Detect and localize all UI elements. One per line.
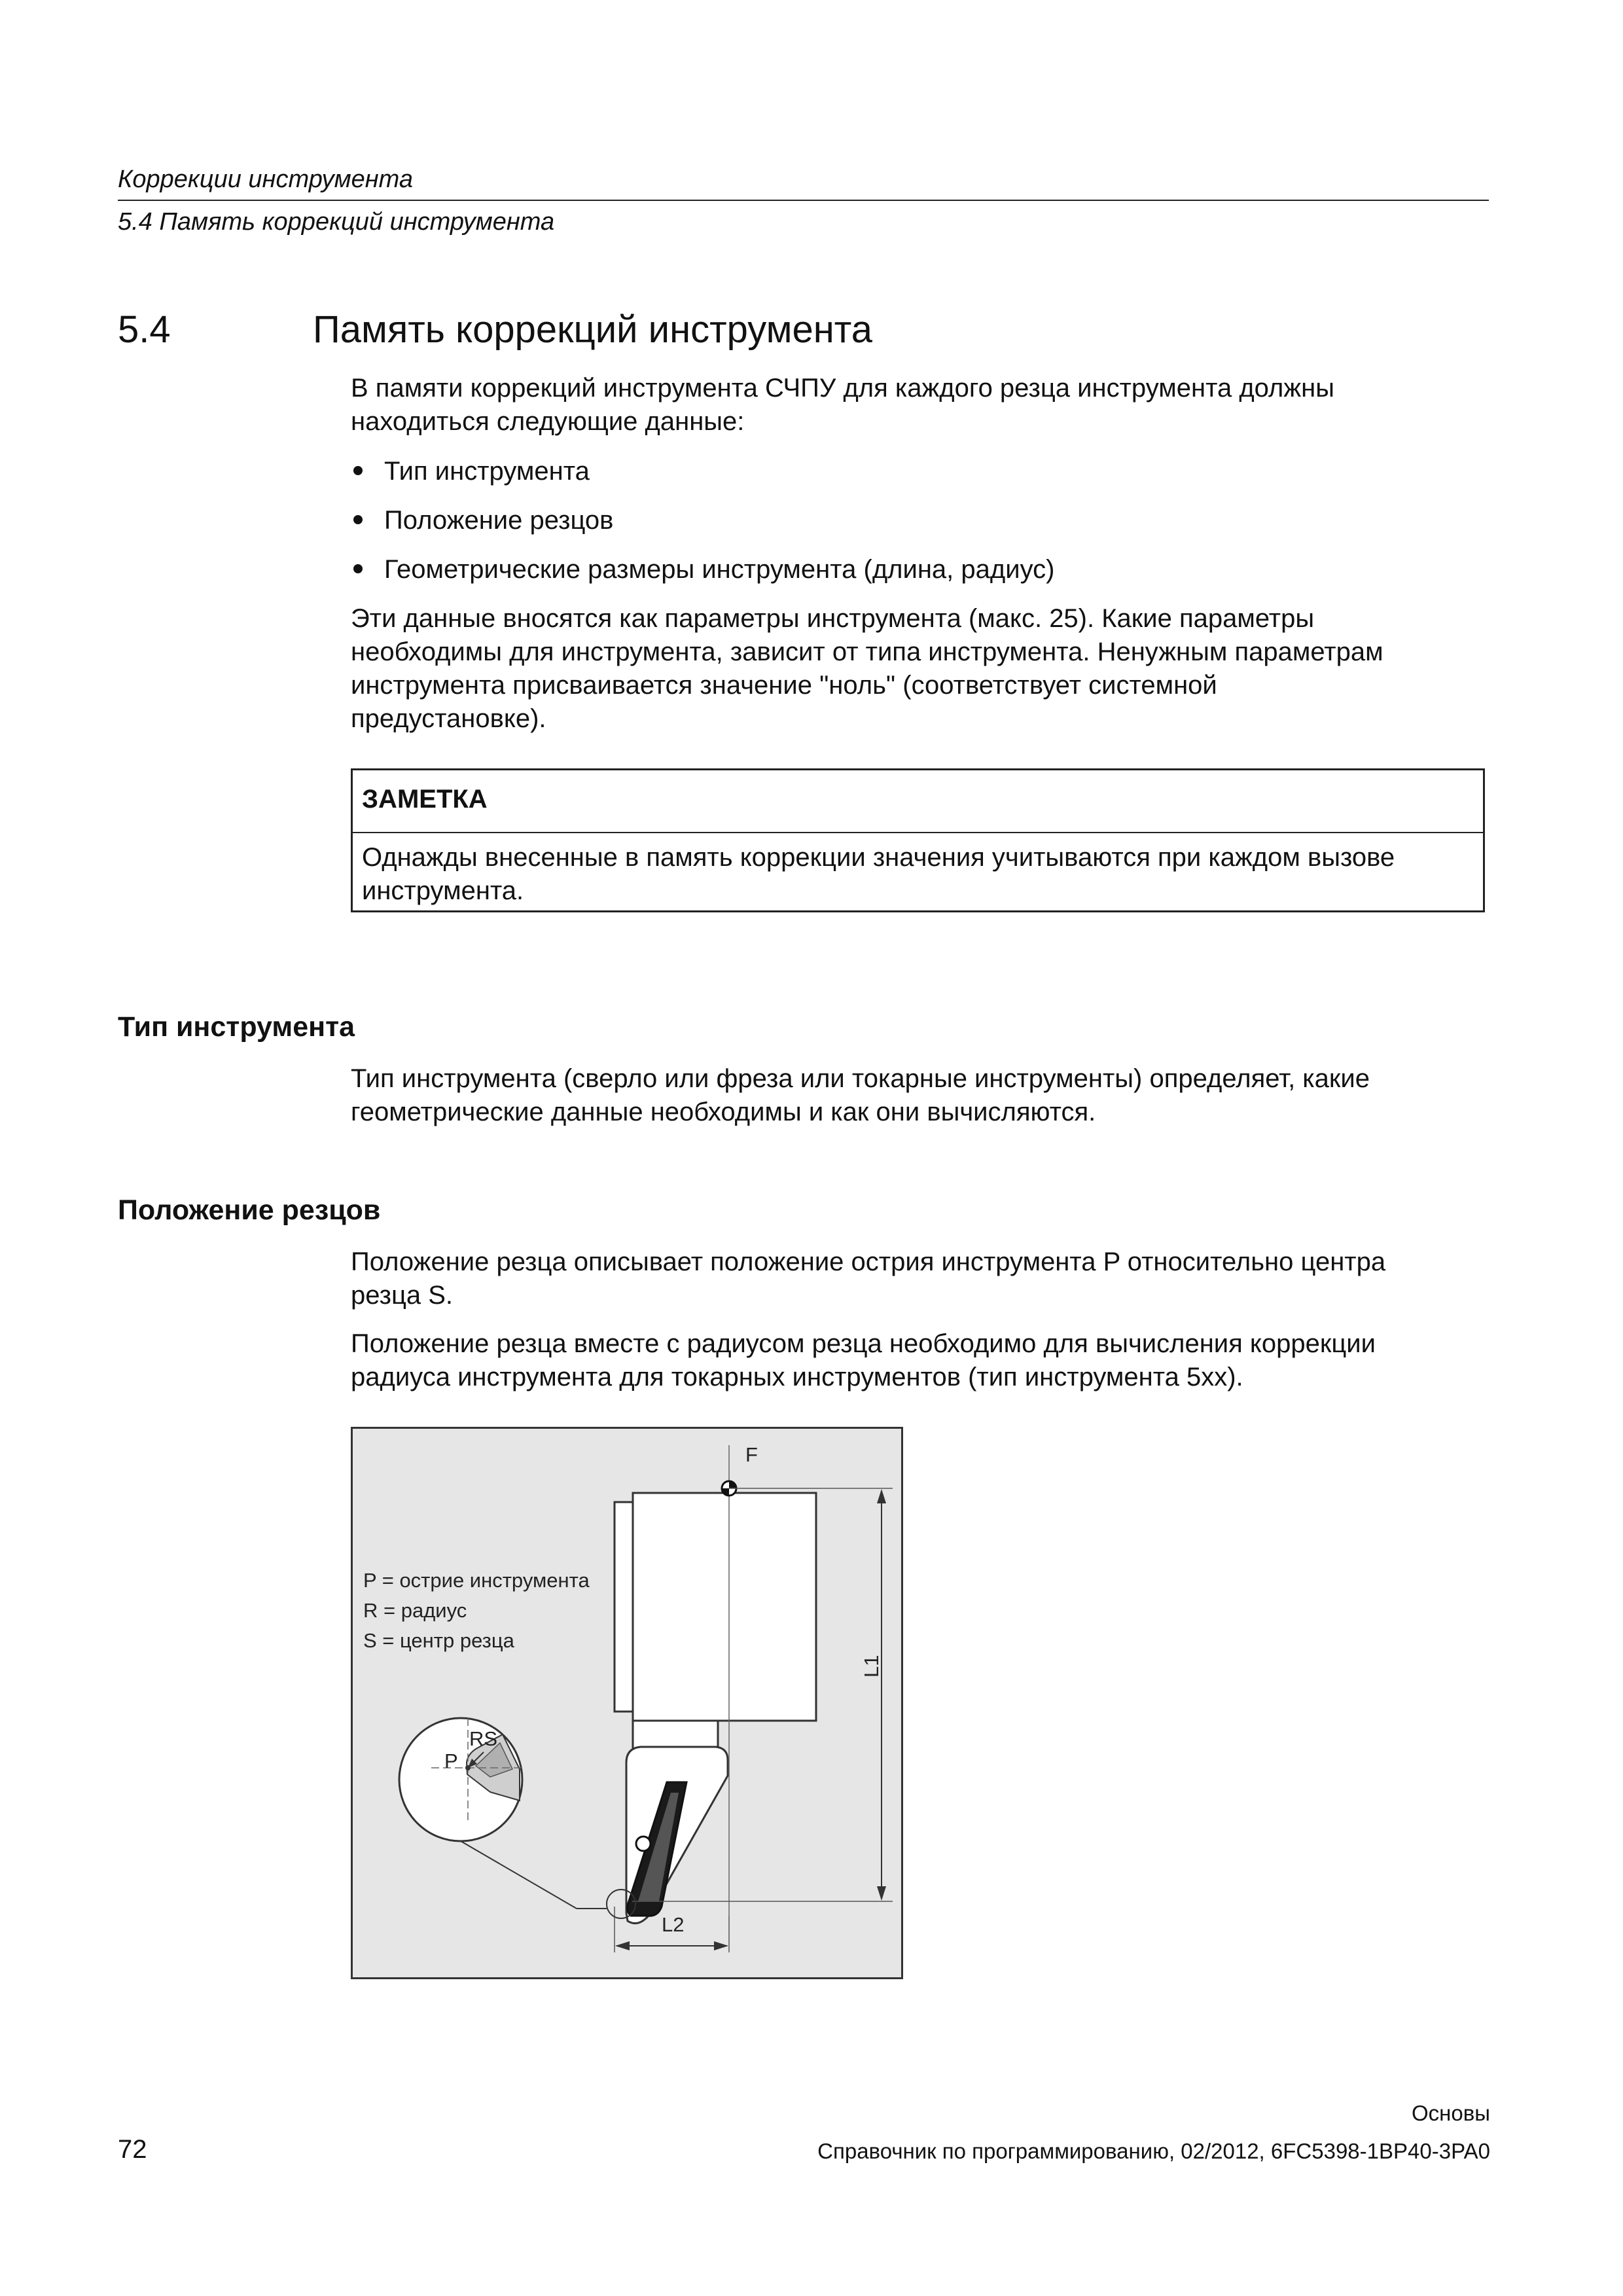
note-box: [351, 768, 1485, 912]
l2-arrow-right: [714, 1941, 728, 1950]
params-line-1: Эти данные вносятся как параметры инструмента (макс. 25). Какие параметры: [351, 604, 1315, 633]
bullet-dot-icon: [353, 515, 363, 524]
bullet-item: [351, 553, 1054, 586]
label-rs: RS: [469, 1727, 498, 1750]
cutter-position-heading: Положение резцов: [118, 1194, 381, 1226]
holder-body: [633, 1493, 816, 1721]
intro-line-2: находиться следующие данные:: [351, 407, 745, 436]
label-p: P: [444, 1749, 458, 1772]
tool-type-line-1: Тип инструмента (сверло или фреза или токарные инструменты) определяет, какие: [351, 1064, 1370, 1093]
note-divider: [353, 832, 1483, 833]
cutter-p2-line-1: Положение резца вместе с радиусом резца необходимо для вычисления коррекции: [351, 1329, 1376, 1358]
l1-arrow-bottom: [877, 1886, 886, 1901]
tool-type-paragraph: [351, 1062, 1489, 1129]
magnifier-leader-lower: [461, 1841, 577, 1909]
l1-arrow-top: [877, 1489, 886, 1503]
insert-screw-hole: [636, 1837, 651, 1851]
tool-type-heading: Тип инструмента: [118, 1011, 355, 1043]
legend-r: R = радиус: [363, 1599, 467, 1622]
bullet-dot-icon: [353, 466, 363, 475]
intro-paragraph: [351, 372, 1489, 439]
cutter-p1-line-2: резца S.: [351, 1281, 454, 1310]
cutter-p1-line-1: Положение резца описывает положение острия инструмента P относительно центра: [351, 1247, 1386, 1276]
cutter-position-paragraph-2: [351, 1327, 1489, 1394]
header-divider: [118, 200, 1489, 201]
bullet-item: [351, 455, 590, 488]
bullet-text: Положение резцов: [384, 506, 614, 535]
bullet-text: Геометрические размеры инструмента (длина, радиус): [384, 555, 1055, 584]
footer-doc-ref: Справочник по программированию, 02/2012, 6FC5398-1BP40-3PA0: [817, 2139, 1490, 2163]
running-header-chapter: Коррекции инструмента: [118, 166, 414, 193]
params-line-3: инструмента присваивается значение "ноль" (соответствует системной: [351, 671, 1217, 700]
label-l2: L2: [662, 1913, 685, 1936]
bullet-text: Тип инструмента: [384, 457, 590, 486]
legend-p: P = острие инструмента: [363, 1569, 590, 1592]
note-line-1: Однажды внесенные в память коррекции значения учитываются при каждом вызове: [362, 843, 1395, 872]
note-line-2: инструмента.: [362, 876, 524, 905]
label-f: F: [745, 1443, 758, 1466]
params-line-2: необходимы для инструмента, зависит от типа инструмента. Ненужным параметрам: [351, 637, 1383, 666]
page-number: 72: [118, 2135, 147, 2164]
tool-type-line-2: геометрические данные необходимы и как они вычисляются.: [351, 1098, 1096, 1126]
section-title: Память коррекций инструмента: [313, 308, 872, 351]
label-l1: L1: [860, 1655, 883, 1677]
note-title: ЗАМЕТКА: [362, 785, 488, 814]
l2-arrow-left: [615, 1941, 630, 1950]
bullet-item: [351, 504, 613, 537]
tool-diagram: [351, 1427, 903, 1979]
intro-line-1: В памяти коррекций инструмента СЧПУ для каждого резца инструмента должны: [351, 374, 1334, 403]
legend-s: S = центр резца: [363, 1629, 514, 1652]
bullet-dot-icon: [353, 564, 363, 573]
footer-doc-title: Основы: [1412, 2101, 1490, 2125]
running-header-section: 5.4 Память коррекций инструмента: [118, 208, 555, 236]
cutter-position-paragraph-1: [351, 1246, 1489, 1312]
params-line-4: предустановке).: [351, 704, 546, 733]
params-paragraph: [351, 602, 1489, 736]
cutter-center-s: [465, 1765, 471, 1770]
cutter-p2-line-2: радиуса инструмента для токарных инструментов (тип инструмента 5xx).: [351, 1363, 1243, 1391]
note-text: [362, 841, 1474, 908]
tool-diagram-drawing: [353, 1429, 901, 1977]
section-number: 5.4: [118, 308, 171, 351]
